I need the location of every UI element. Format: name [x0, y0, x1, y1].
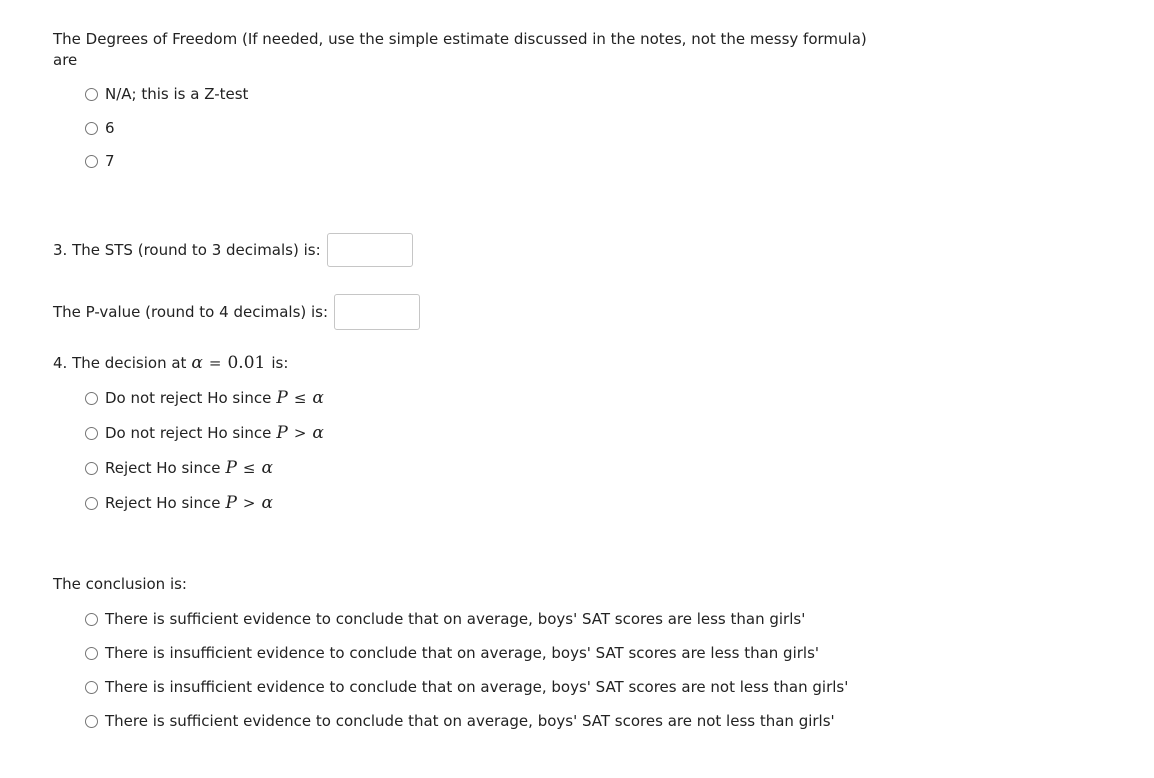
decision-label-prefix: 4. The decision at — [53, 354, 187, 372]
radio-button[interactable] — [85, 88, 98, 101]
p-alpha-relation — [276, 423, 324, 443]
radio-button[interactable] — [85, 613, 98, 626]
conclusion-option-1[interactable] — [85, 609, 805, 629]
p-symbol: P — [225, 493, 237, 513]
radio-button[interactable] — [85, 155, 98, 168]
option-label: 7 — [105, 152, 115, 170]
equals-sign: = — [208, 354, 222, 372]
option-label: There is insufficient evidence to conclude that on average, boys' SAT scores are not less than girls' — [105, 678, 849, 696]
decision-option-3[interactable] — [85, 458, 273, 478]
alpha-expression — [191, 353, 265, 373]
sts-label: 3. The STS (round to 3 decimals) is: — [53, 241, 321, 259]
radio-button[interactable] — [85, 462, 98, 475]
p-symbol: P — [225, 458, 237, 478]
option-label: There is sufficient evidence to conclude that on average, boys' SAT scores are less than girls' — [105, 610, 806, 628]
conclusion-option-4[interactable] — [85, 711, 835, 731]
option-label: Reject Ho since — [105, 459, 221, 477]
decision-option-1[interactable] — [85, 388, 324, 408]
option-label: There is insufficient evidence to conclude that on average, boys' SAT scores are less than girls' — [105, 644, 820, 662]
decision-option-4[interactable] — [85, 493, 273, 513]
decision-question — [53, 353, 288, 373]
relation-symbol: > — [242, 494, 256, 512]
option-label: Reject Ho since — [105, 494, 221, 512]
dof-option-6[interactable] — [85, 118, 115, 138]
p-symbol: P — [276, 388, 288, 408]
decision-option-2[interactable] — [85, 423, 324, 443]
p-symbol: P — [276, 423, 288, 443]
dof-question-line2: are — [53, 51, 78, 69]
p-alpha-relation — [276, 388, 324, 408]
relation-symbol: > — [293, 424, 307, 442]
dof-question — [53, 29, 867, 71]
sts-input[interactable] — [327, 233, 413, 267]
pvalue-label: The P-value (round to 4 decimals) is: — [53, 303, 329, 321]
option-label: N/A; this is a Z-test — [105, 85, 249, 103]
radio-button[interactable] — [85, 392, 98, 405]
conclusion-label: The conclusion is: — [53, 575, 187, 593]
radio-button[interactable] — [85, 427, 98, 440]
pvalue-input[interactable] — [334, 294, 420, 330]
option-label: Do not reject Ho since — [105, 424, 272, 442]
pvalue-row — [53, 294, 420, 330]
alpha-symbol: α — [312, 423, 324, 443]
alpha-symbol: α — [261, 458, 273, 478]
radio-button[interactable] — [85, 122, 98, 135]
radio-button[interactable] — [85, 715, 98, 728]
alpha-symbol: α — [261, 493, 273, 513]
dof-option-7[interactable] — [85, 151, 115, 171]
p-alpha-relation — [225, 493, 273, 513]
conclusion-option-3[interactable] — [85, 677, 848, 697]
sts-row — [53, 233, 413, 267]
decision-label-suffix: is: — [271, 354, 289, 372]
option-label: There is sufficient evidence to conclude that on average, boys' SAT scores are not less than girls' — [105, 712, 835, 730]
radio-button[interactable] — [85, 647, 98, 660]
relation-symbol: ≤ — [293, 389, 307, 407]
radio-button[interactable] — [85, 497, 98, 510]
option-label: 6 — [105, 119, 115, 137]
p-alpha-relation — [225, 458, 273, 478]
alpha-symbol: α — [191, 353, 203, 373]
dof-question-line1: The Degrees of Freedom (If needed, use the simple estimate discussed in the notes, not the messy formula) — [53, 30, 867, 48]
alpha-symbol: α — [312, 388, 324, 408]
alpha-value: 0.01 — [227, 353, 266, 373]
option-label: Do not reject Ho since — [105, 389, 272, 407]
radio-button[interactable] — [85, 681, 98, 694]
dof-option-na[interactable] — [85, 84, 248, 104]
conclusion-option-2[interactable] — [85, 643, 819, 663]
relation-symbol: ≤ — [242, 459, 256, 477]
